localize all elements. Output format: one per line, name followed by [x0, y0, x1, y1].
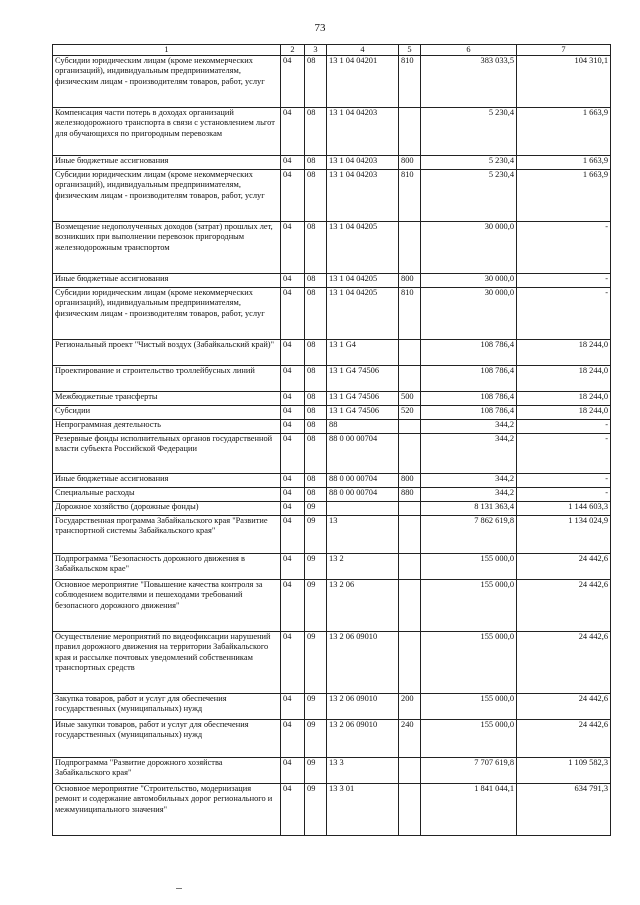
amount-year-2: 1 134 024,9 — [517, 516, 611, 554]
amount-year-1: 7 707 619,8 — [421, 758, 517, 784]
subsection-code: 08 — [305, 340, 327, 366]
expense-type-code: 500 — [399, 392, 421, 406]
row-label: Государственная программа Забайкальского края "Развитие транспортной системы Забайкальского края" — [53, 516, 281, 554]
section-code: 04 — [281, 406, 305, 420]
subsection-code: 09 — [305, 784, 327, 836]
amount-year-2: 1 663,9 — [517, 108, 611, 156]
section-code: 04 — [281, 366, 305, 392]
amount-year-1: 5 230,4 — [421, 108, 517, 156]
expense-type-code — [399, 420, 421, 434]
table-row — [53, 488, 611, 502]
page-number: 73 — [314, 22, 326, 34]
column-header: 5 — [399, 45, 421, 56]
section-code: 04 — [281, 554, 305, 580]
target-article-code: 13 1 04 04203 — [327, 170, 399, 222]
table-row — [53, 502, 611, 516]
subsection-code: 09 — [305, 758, 327, 784]
section-code: 04 — [281, 392, 305, 406]
amount-year-2: 1 663,9 — [517, 170, 611, 222]
table-row — [53, 170, 611, 222]
subsection-code: 08 — [305, 222, 327, 274]
expense-type-code: 880 — [399, 488, 421, 502]
subsection-code: 09 — [305, 580, 327, 632]
amount-year-2: 24 442,6 — [517, 720, 611, 758]
amount-year-2: 24 442,6 — [517, 554, 611, 580]
table-row — [53, 108, 611, 156]
subsection-code: 09 — [305, 720, 327, 758]
table-row — [53, 516, 611, 554]
section-code: 04 — [281, 156, 305, 170]
section-code: 04 — [281, 488, 305, 502]
section-code: 04 — [281, 222, 305, 274]
table-header-row — [53, 45, 611, 56]
table-row — [53, 156, 611, 170]
expense-type-code: 240 — [399, 720, 421, 758]
amount-year-2: 24 442,6 — [517, 632, 611, 694]
amount-year-2: 1 663,9 — [517, 156, 611, 170]
target-article-code: 13 1 04 04203 — [327, 156, 399, 170]
amount-year-1: 155 000,0 — [421, 580, 517, 632]
subsection-code: 08 — [305, 108, 327, 156]
target-article-code: 13 2 06 09010 — [327, 694, 399, 720]
section-code: 04 — [281, 474, 305, 488]
table-row — [53, 340, 611, 366]
row-label: Региональный проект "Чистый воздух (Забайкальский край)" — [53, 340, 281, 366]
row-label: Межбюджетные трансферты — [53, 392, 281, 406]
table-row — [53, 434, 611, 474]
subsection-code: 08 — [305, 274, 327, 288]
row-label: Подпрограмма "Безопасность дорожного движения в Забайкальском крае" — [53, 554, 281, 580]
section-code: 04 — [281, 170, 305, 222]
table-row — [53, 720, 611, 758]
section-code: 04 — [281, 632, 305, 694]
amount-year-2: - — [517, 488, 611, 502]
section-code: 04 — [281, 340, 305, 366]
subsection-code: 08 — [305, 56, 327, 108]
row-label: Иные закупки товаров, работ и услуг для обеспечения государственных (муниципальных) нужд — [53, 720, 281, 758]
amount-year-1: 155 000,0 — [421, 554, 517, 580]
table-row — [53, 222, 611, 274]
row-label: Субсидии — [53, 406, 281, 420]
amount-year-2: - — [517, 420, 611, 434]
amount-year-2: - — [517, 434, 611, 474]
row-label: Иные бюджетные ассигнования — [53, 274, 281, 288]
amount-year-1: 344,2 — [421, 434, 517, 474]
section-code: 04 — [281, 420, 305, 434]
amount-year-1: 7 862 619,8 — [421, 516, 517, 554]
amount-year-1: 5 230,4 — [421, 156, 517, 170]
table-body — [53, 56, 611, 836]
column-header: 6 — [421, 45, 517, 56]
row-label: Субсидии юридическим лицам (кроме некоммерческих организаций), индивидуальным предпринимателям, физическим лицам - производителям товаров, работ, услуг — [53, 56, 281, 108]
amount-year-2: 18 244,0 — [517, 340, 611, 366]
scan-mark — [176, 888, 182, 889]
section-code: 04 — [281, 516, 305, 554]
amount-year-2: 104 310,1 — [517, 56, 611, 108]
amount-year-2: 1 109 582,3 — [517, 758, 611, 784]
row-label: Основное мероприятие "Строительство, модернизация ремонт и содержание автомобильных дорог регионального и межмуниципального значения" — [53, 784, 281, 836]
subsection-code: 08 — [305, 420, 327, 434]
amount-year-2: - — [517, 222, 611, 274]
expense-type-code — [399, 502, 421, 516]
table-row — [53, 288, 611, 340]
target-article-code: 13 2 — [327, 554, 399, 580]
amount-year-1: 108 786,4 — [421, 366, 517, 392]
target-article-code: 13 1 04 04203 — [327, 108, 399, 156]
subsection-code: 08 — [305, 366, 327, 392]
expense-type-code: 810 — [399, 56, 421, 108]
column-header: 3 — [305, 45, 327, 56]
expense-type-code — [399, 758, 421, 784]
subsection-code: 09 — [305, 632, 327, 694]
expense-type-code — [399, 580, 421, 632]
amount-year-1: 1 841 044,1 — [421, 784, 517, 836]
column-header: 4 — [327, 45, 399, 56]
row-label: Дорожное хозяйство (дорожные фонды) — [53, 502, 281, 516]
row-label: Непрограммная деятельность — [53, 420, 281, 434]
column-header: 7 — [517, 45, 611, 56]
row-label: Возмещение недополученных доходов (затрат) прошлых лет, возникших при выполнении перевозок пригородным железнодорожным транспортом — [53, 222, 281, 274]
expense-type-code — [399, 222, 421, 274]
target-article-code: 88 0 00 00704 — [327, 434, 399, 474]
target-article-code: 13 1 G4 74506 — [327, 392, 399, 406]
expense-type-code — [399, 108, 421, 156]
target-article-code: 13 1 G4 74506 — [327, 406, 399, 420]
row-label: Осуществление мероприятий по видеофиксации нарушений правил дорожного движения на территории Забайкальского края и рассылке почтовых уведомлений собственникам транспортных средств — [53, 632, 281, 694]
amount-year-2: - — [517, 274, 611, 288]
expense-type-code — [399, 554, 421, 580]
amount-year-1: 30 000,0 — [421, 288, 517, 340]
amount-year-2: 24 442,6 — [517, 580, 611, 632]
amount-year-1: 108 786,4 — [421, 340, 517, 366]
section-code: 04 — [281, 720, 305, 758]
expense-type-code — [399, 632, 421, 694]
table-row — [53, 632, 611, 694]
subsection-code: 09 — [305, 516, 327, 554]
table-row — [53, 474, 611, 488]
row-label: Специальные расходы — [53, 488, 281, 502]
subsection-code: 08 — [305, 406, 327, 420]
expense-type-code: 520 — [399, 406, 421, 420]
row-label: Иные бюджетные ассигнования — [53, 474, 281, 488]
section-code: 04 — [281, 274, 305, 288]
target-article-code: 13 — [327, 516, 399, 554]
amount-year-2: 18 244,0 — [517, 366, 611, 392]
target-article-code: 13 1 04 04205 — [327, 274, 399, 288]
subsection-code: 08 — [305, 392, 327, 406]
subsection-code: 08 — [305, 170, 327, 222]
amount-year-2: - — [517, 474, 611, 488]
target-article-code: 13 1 G4 74506 — [327, 366, 399, 392]
section-code: 04 — [281, 108, 305, 156]
column-header: 2 — [281, 45, 305, 56]
section-code: 04 — [281, 502, 305, 516]
row-label: Субсидии юридическим лицам (кроме некоммерческих организаций), индивидуальным предпринимателям, физическим лицам - производителям товаров, работ, услуг — [53, 288, 281, 340]
section-code: 04 — [281, 758, 305, 784]
subsection-code: 09 — [305, 502, 327, 516]
section-code: 04 — [281, 56, 305, 108]
table-row — [53, 392, 611, 406]
target-article-code: 13 3 01 — [327, 784, 399, 836]
expense-type-code: 800 — [399, 474, 421, 488]
target-article-code: 88 0 00 00704 — [327, 474, 399, 488]
row-label: Иные бюджетные ассигнования — [53, 156, 281, 170]
subsection-code: 08 — [305, 156, 327, 170]
target-article-code: 13 2 06 09010 — [327, 720, 399, 758]
target-article-code: 13 1 04 04205 — [327, 288, 399, 340]
target-article-code: 13 2 06 — [327, 580, 399, 632]
row-label: Подпрограмма "Развитие дорожного хозяйства Забайкальского края" — [53, 758, 281, 784]
row-label: Проектирование и строительство троллейбусных линий — [53, 366, 281, 392]
amount-year-1: 30 000,0 — [421, 274, 517, 288]
section-code: 04 — [281, 434, 305, 474]
table-row — [53, 554, 611, 580]
amount-year-1: 108 786,4 — [421, 392, 517, 406]
subsection-code: 08 — [305, 434, 327, 474]
expense-type-code — [399, 340, 421, 366]
table-row — [53, 758, 611, 784]
amount-year-1: 344,2 — [421, 420, 517, 434]
row-label: Основное мероприятие "Повышение качества контроля за соблюдением водителями и пешеходами требований безопасного дорожного движения" — [53, 580, 281, 632]
section-code: 04 — [281, 694, 305, 720]
amount-year-1: 383 033,5 — [421, 56, 517, 108]
target-article-code: 13 1 04 04201 — [327, 56, 399, 108]
amount-year-2: 634 791,3 — [517, 784, 611, 836]
expense-type-code — [399, 516, 421, 554]
subsection-code: 08 — [305, 288, 327, 340]
amount-year-1: 8 131 363,4 — [421, 502, 517, 516]
table-row — [53, 274, 611, 288]
amount-year-2: 1 144 603,3 — [517, 502, 611, 516]
amount-year-2: 18 244,0 — [517, 392, 611, 406]
row-label: Закупка товаров, работ и услуг для обеспечения государственных (муниципальных) нужд — [53, 694, 281, 720]
table-row — [53, 366, 611, 392]
expense-type-code: 810 — [399, 288, 421, 340]
target-article-code: 13 3 — [327, 758, 399, 784]
amount-year-1: 155 000,0 — [421, 632, 517, 694]
row-label: Компенсация части потерь в доходах организаций железнодорожного транспорта в связи с установлением льгот для обучающихся по пригородным перевозкам — [53, 108, 281, 156]
budget-table — [52, 44, 611, 836]
target-article-code: 13 1 04 04205 — [327, 222, 399, 274]
section-code: 04 — [281, 784, 305, 836]
subsection-code: 08 — [305, 488, 327, 502]
amount-year-1: 5 230,4 — [421, 170, 517, 222]
subsection-code: 08 — [305, 474, 327, 488]
target-article-code: 13 2 06 09010 — [327, 632, 399, 694]
table-row — [53, 406, 611, 420]
amount-year-2: 24 442,6 — [517, 694, 611, 720]
amount-year-1: 30 000,0 — [421, 222, 517, 274]
column-header: 1 — [53, 45, 281, 56]
amount-year-2: 18 244,0 — [517, 406, 611, 420]
expense-type-code: 800 — [399, 274, 421, 288]
amount-year-1: 344,2 — [421, 488, 517, 502]
amount-year-1: 155 000,0 — [421, 720, 517, 758]
section-code: 04 — [281, 580, 305, 632]
subsection-code: 09 — [305, 694, 327, 720]
row-label: Субсидии юридическим лицам (кроме некоммерческих организаций), индивидуальным предпринимателям, физическим лицам - производителям товаров, работ, услуг — [53, 170, 281, 222]
table-row — [53, 420, 611, 434]
table-row — [53, 56, 611, 108]
table-row — [53, 784, 611, 836]
expense-type-code: 200 — [399, 694, 421, 720]
expense-type-code — [399, 366, 421, 392]
expense-type-code: 810 — [399, 170, 421, 222]
amount-year-1: 155 000,0 — [421, 694, 517, 720]
section-code: 04 — [281, 288, 305, 340]
row-label: Резервные фонды исполнительных органов государственной власти субъекта Российской Федерации — [53, 434, 281, 474]
amount-year-1: 344,2 — [421, 474, 517, 488]
table-row — [53, 694, 611, 720]
target-article-code: 88 — [327, 420, 399, 434]
target-article-code: 13 1 G4 — [327, 340, 399, 366]
expense-type-code — [399, 434, 421, 474]
amount-year-2: - — [517, 288, 611, 340]
target-article-code — [327, 502, 399, 516]
expense-type-code: 800 — [399, 156, 421, 170]
expense-type-code — [399, 784, 421, 836]
table-row — [53, 580, 611, 632]
amount-year-1: 108 786,4 — [421, 406, 517, 420]
subsection-code: 09 — [305, 554, 327, 580]
target-article-code: 88 0 00 00704 — [327, 488, 399, 502]
